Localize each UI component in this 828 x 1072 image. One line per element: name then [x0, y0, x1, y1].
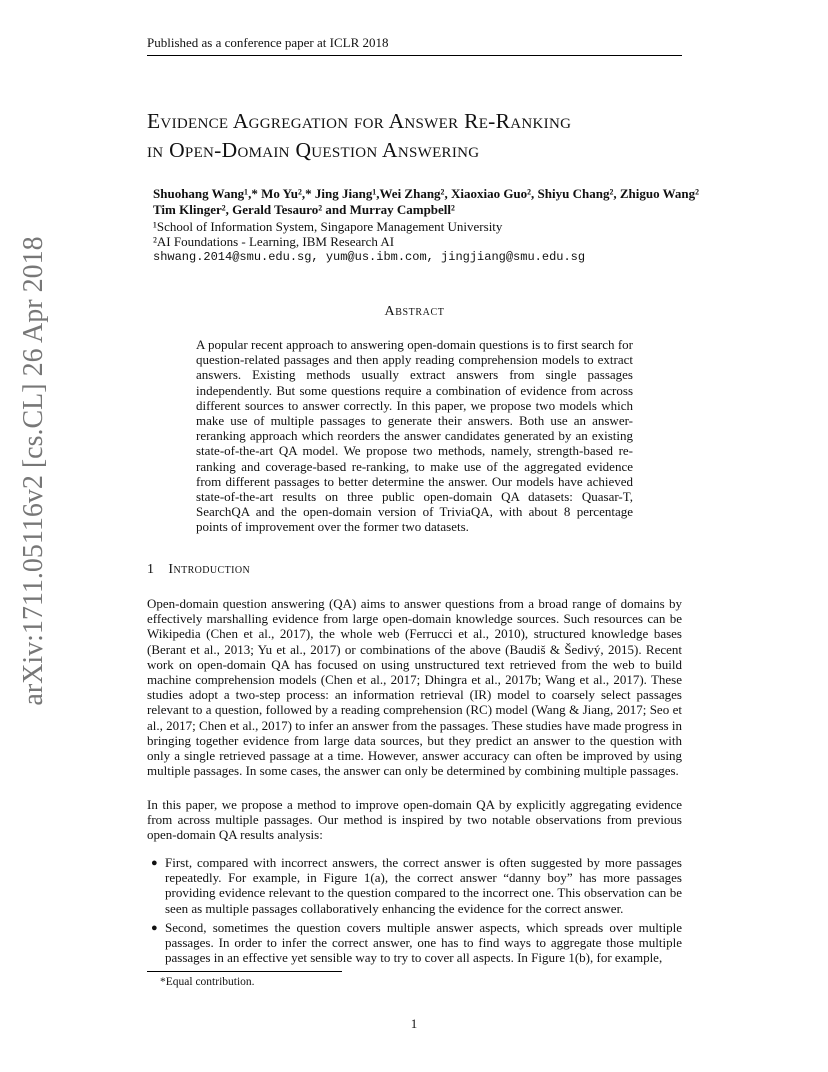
abstract-heading: Abstract — [384, 304, 445, 319]
running-header: Published as a conference paper at ICLR 2018 — [147, 35, 389, 50]
header-rule — [147, 55, 682, 56]
bullet-marker-1: ● — [151, 857, 158, 869]
footnote: *Equal contribution. — [160, 976, 255, 988]
intro-paragraph-2: In this paper, we propose a method to improve open-domain QA by explicitly aggregating evidence from across multiple passages. Our method is inspired by two notable observations from previous open-domain QA results analysis: — [147, 797, 682, 843]
footnote-rule — [147, 971, 342, 972]
section-number: 1 — [147, 562, 155, 577]
title-line-1: Evidence Aggregation for Answer Re-Ranking — [147, 109, 572, 133]
title-line-2: in Open-Domain Question Answering — [147, 138, 480, 162]
authors-line-2: Tim Klinger², Gerald Tesauro² and Murray Campbell² — [153, 202, 455, 217]
author-emails[interactable]: shwang.2014@smu.edu.sg, yum@us.ibm.com, jingjiang@smu.edu.sg — [153, 250, 586, 264]
authors — [153, 186, 713, 218]
authors-line-1: Shuohang Wang¹,* Mo Yu²,* Jing Jiang¹,Wei Zhang², Xiaoxiao Guo², Shiyu Chang², Zhiguo Wang² — [153, 186, 700, 201]
affiliation-2: ²AI Foundations - Learning, IBM Research AI — [153, 234, 395, 249]
section-heading — [147, 562, 250, 578]
paper-title — [147, 107, 707, 165]
affiliation-1: ¹School of Information System, Singapore Management University — [153, 219, 503, 234]
bullet-item-1: First, compared with incorrect answers, the correct answer is often suggested by more passages repeatedly. For example, in Figure 1(a), the correct answer “danny boy” has more passages providing evidence relevant to the question compared to the incorrect one. This observation can be seen as multiple passages collaboratively enhancing the evidence for the correct answer. — [165, 855, 682, 916]
abstract-body: A popular recent approach to answering open-domain questions is to first search for question-related passages and then apply reading comprehension models to extract answers. Existing methods usually extract answers from single passages independently. But some questions require a combination of evidence from across different sources to answer correctly. In this paper, we propose two models which make use of multiple passages to generate their answers. Both use an answer-reranking approach which reorders the answer candidates generated by an existing state-of-the-art QA model. We propose two methods, namely, strength-based re-ranking and coverage-based re-ranking, to make use of the aggregated evidence from different passages to better determine the answer. Our models have achieved state-of-the-art results on three public open-domain QA datasets: Quasar-T, SearchQA and the open-domain version of TriviaQA, with about 8 percentage points of improvement over the former two datasets. — [196, 337, 633, 535]
page-number: 1 — [410, 1016, 418, 1031]
bullet-marker-2: ● — [151, 922, 158, 934]
bullet-item-2: Second, sometimes the question covers multiple answer aspects, which spreads over multiple passages. In order to infer the correct answer, one has to find ways to aggregate those multiple passages in an effective yet sensible way to try to cover all aspects. In Figure 1(b), for example, — [165, 920, 682, 966]
intro-paragraph-1: Open-domain question answering (QA) aims to answer questions from a broad range of domains by effectively marshalling evidence from large open-domain knowledge sources. Such resources can be Wikipedia (Chen et al., 2017), the whole web (Ferrucci et al., 2010), structured knowledge bases (Berant et al., 2013; Yu et al., 2017) or combinations of the above (Baudiš & Šedivý, 2015). Recent work on open-domain QA has focused on using unstructured text retrieved from the web to build machine comprehension models (Chen et al., 2017; Dhingra et al., 2017b; Wang et al., 2017). These studies adopt a two-step process: an information retrieval (IR) model to coarsely select passages relevant to a question, followed by a reading comprehension (RC) model (Wang & Jiang, 2017; Seo et al., 2017; Chen et al., 2017) to infer an answer from the passages. These studies have made progress in bringing together evidence from large data sources, but they predict an answer to the question with only a single retrieved passage at a time. However, answer accuracy can often be improved by using multiple passages. In some cases, the answer can only be determined by combining multiple passages. — [147, 596, 682, 779]
arxiv-stamp: arXiv:1711.05116v2 [cs.CL] 26 Apr 2018 — [18, 236, 49, 706]
section-title: Introduction — [168, 562, 251, 577]
